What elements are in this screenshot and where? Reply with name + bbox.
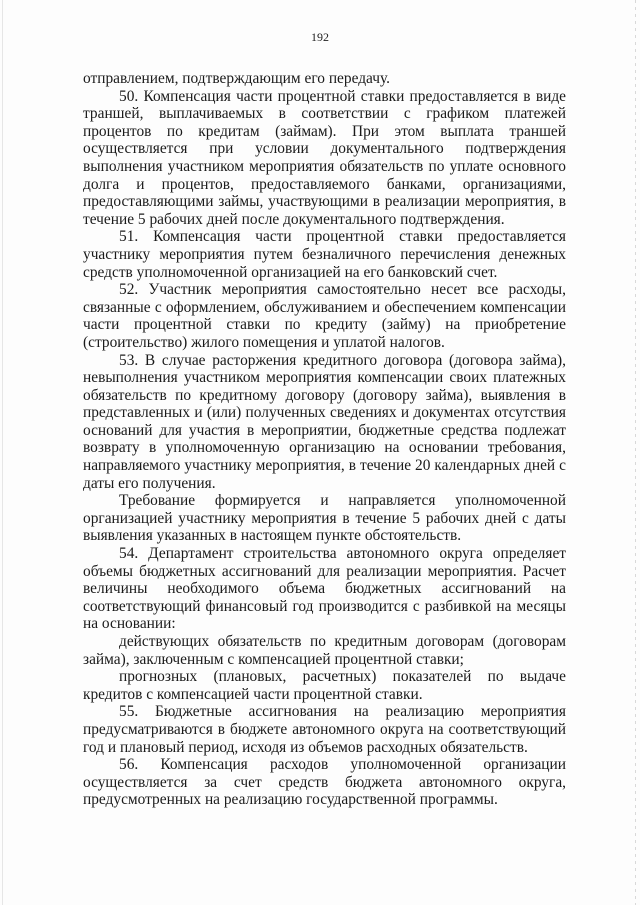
paragraph-51: 51. Компенсация части процентной ставки предоставляется участнику мероприятия путем безналичного перечисления денежных средств уполномоченной организацией на его банковский счет. <box>83 228 566 281</box>
document-body <box>83 70 566 809</box>
paragraph-55: 55. Бюджетные ассигнования на реализацию мероприятия предусматриваются в бюджете автономного округа на соответствующий год и плановый период, исходя из объемов расходных обязательств. <box>83 703 566 756</box>
page-number: 192 <box>311 30 329 44</box>
paragraph-52: 52. Участник мероприятия самостоятельно несет все расходы, связанные с оформлением, обслуживанием и обеспечением компенсации части процентной ставки по кредиту (займу) на приобретение (строительство) жилого помещения и уплатой налогов. <box>83 281 566 351</box>
paragraph-50: 50. Компенсация части процентной ставки предоставляется в виде траншей, выплачиваемых в соответствии с графиком платежей процентов по кредитам (займам). При этом выплата траншей осуществляется при условии документального подтверждения выполнения участником мероприятия обязательств по уплате основного долга и процентов, предоставляемого банками, организациями, предоставляющими займы, участвующими в реализации мероприятия, в течение 5 рабочих дней после документального подтверждения. <box>83 87 566 228</box>
paragraph-56: 56. Компенсация расходов уполномоченной организации осуществляется за счет средств бюджета автономного округа, предусмотренных на реализацию государственной программы. <box>83 756 566 809</box>
scan-edge-right <box>635 0 636 905</box>
paragraph-54-item-1: действующих обязательств по кредитным договорам (договорам займа), заключенным с компенсацией процентной ставки; <box>83 633 566 668</box>
paragraph-53: 53. В случае расторжения кредитного договора (договора займа), невыполнения участником мероприятия компенсации своих платежных обязательств по кредитному договору (договору займа), выявления в представленных и (или) полученных сведениях и документах отсутствия оснований для участия в мероприятии, бюджетные средства подлежат возврату в уполномоченную организацию на основании требования, направляемого участнику мероприятия, в течение 20 календарных дней с даты его получения. <box>83 351 566 492</box>
paragraph-53-requirement: Требование формируется и направляется уполномоченной организацией участнику мероприятия в течение 5 рабочих дней с даты выявления указанных в настоящем пункте обстоятельств. <box>83 492 566 545</box>
paragraph-54-item-2: прогнозных (плановых, расчетных) показателей по выдаче кредитов с компенсацией части процентной ставки. <box>83 668 566 703</box>
paragraph-continuation: отправлением, подтверждающим его передачу. <box>83 70 390 87</box>
scan-edge-left <box>2 0 3 905</box>
paragraph-54: 54. Департамент строительства автономного округа определяет объемы бюджетных ассигнований для реализации мероприятия. Расчет величины необходимого объема бюджетных ассигнований на соответствующий финансовый год производится с разбивкой на месяцы на основании: <box>83 545 566 633</box>
